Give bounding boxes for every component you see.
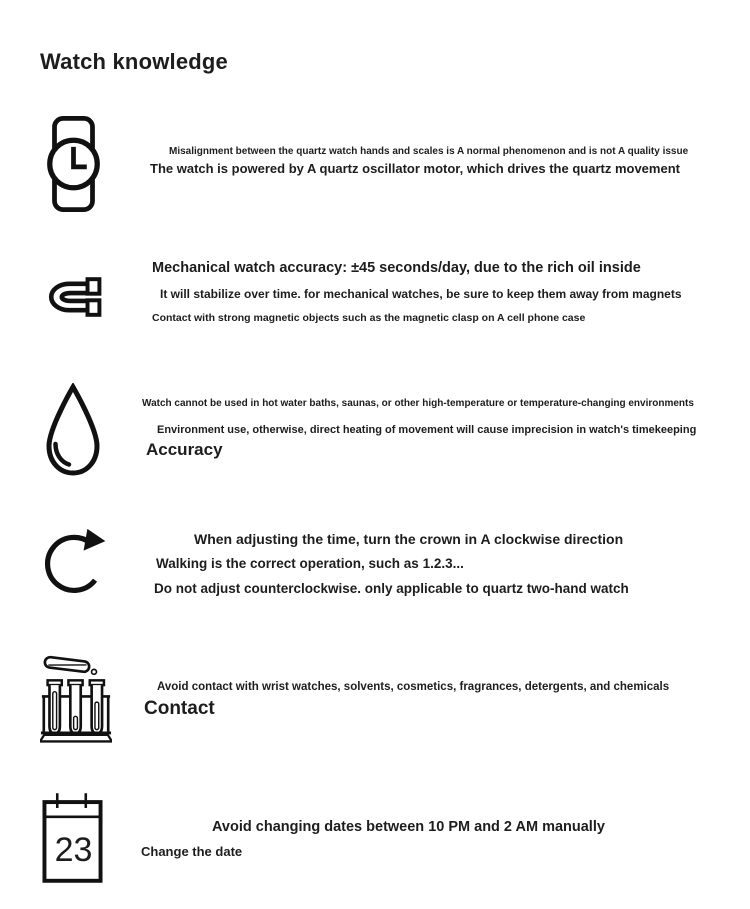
temperature-text: Environment use, otherwise, direct heating of movement will cause imprecision in watch's timekeeping <box>157 424 697 436</box>
temperature-note: Watch cannot be used in hot water baths, saunas, or other high-temperature or temperature-changing environments <box>142 398 694 409</box>
wristwatch-icon <box>45 114 102 214</box>
calendar-day-number: 23 <box>54 830 93 869</box>
magnet-icon <box>40 264 106 330</box>
chemicals-text: Avoid contact with wrist watches, solvents, cosmetics, fragrances, detergents, and chemicals <box>157 681 670 693</box>
crown-heading: When adjusting the time, turn the crown in A clockwise direction <box>194 531 624 547</box>
magnet-heading: Mechanical watch accuracy: ±45 seconds/day, due to the rich oil inside <box>152 260 641 276</box>
clockwise-arrow-icon <box>40 523 112 601</box>
crown-text: Walking is the correct operation, such as 1.2.3... <box>156 556 464 571</box>
contact-label: Contact <box>144 698 215 719</box>
page-title: Watch knowledge <box>40 48 228 74</box>
magnet-text: It will stabilize over time. for mechanical watches, be sure to keep them away from magnets <box>160 287 682 301</box>
accuracy-label: Accuracy <box>146 440 223 459</box>
water-drop-icon <box>42 383 104 477</box>
quartz-note: Misalignment between the quartz watch hands and scales is A normal phenomenon and is not A quality issue <box>169 146 689 157</box>
date-heading: Avoid changing dates between 10 PM and 2 AM manually <box>212 819 605 835</box>
quartz-text: The watch is powered by A quartz oscillator motor, which drives the quartz movement <box>150 161 680 176</box>
magnet-note: Contact with strong magnetic objects such as the magnetic clasp on A cell phone case <box>152 312 586 324</box>
test-tubes-icon <box>40 647 112 744</box>
crown-note: Do not adjust counterclockwise. only applicable to quartz two-hand watch <box>154 581 629 596</box>
date-label: Change the date <box>141 844 243 859</box>
